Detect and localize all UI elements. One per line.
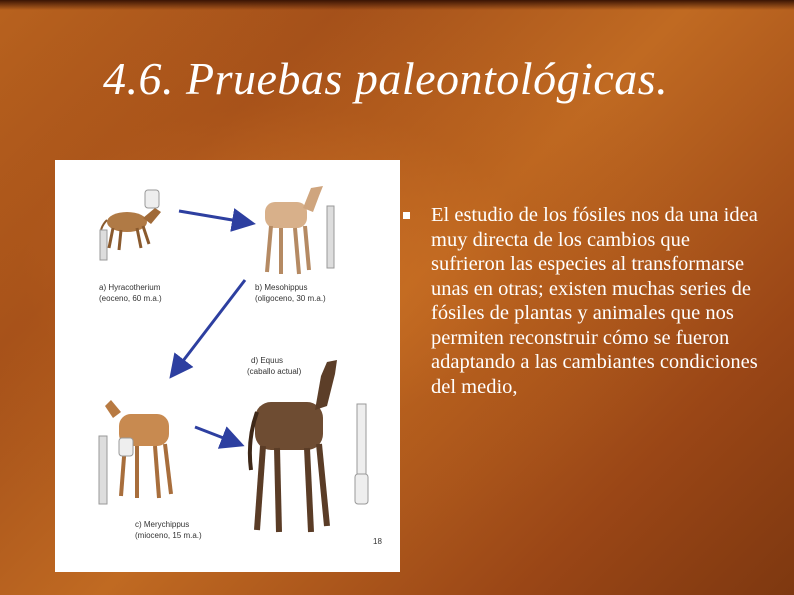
caption-d-name: d) Equus bbox=[251, 356, 284, 365]
arrow-b-to-c bbox=[173, 280, 245, 374]
arrow-c-to-d bbox=[195, 427, 239, 444]
equus-illustration bbox=[250, 360, 368, 532]
caption-a-name: a) Hyracotherium bbox=[99, 283, 161, 292]
hyracotherium-illustration bbox=[100, 190, 161, 260]
square-bullet-icon bbox=[403, 212, 410, 219]
bullet-text: El estudio de los fósiles nos da una idea muy directa de los cambios que sufrieron las especies al transformarse unas en otras; existen muchas series de fósiles de plantas y animales que nos permiten reconstruir cómo se fueron adaptando a las cambiantes condiciones del medio, bbox=[431, 204, 758, 398]
top-shadow-bar bbox=[0, 0, 794, 10]
merychippus-illustration bbox=[99, 400, 171, 504]
caption-c-age: (mioceno, 15 m.a.) bbox=[135, 531, 202, 540]
caption-b-age: (oligoceno, 30 m.a.) bbox=[255, 294, 326, 303]
figure-page-number: 18 bbox=[373, 537, 382, 546]
caption-d-age: (caballo actual) bbox=[247, 367, 302, 376]
horse-evolution-figure bbox=[55, 160, 400, 572]
slide-title: 4.6. Pruebas paleontológicas. bbox=[103, 53, 669, 104]
horse-evolution-diagram bbox=[55, 160, 400, 572]
caption-c-name: c) Merychippus bbox=[135, 520, 190, 529]
caption-a-age: (eoceno, 60 m.a.) bbox=[99, 294, 162, 303]
arrow-a-to-b bbox=[179, 211, 250, 223]
caption-b-name: b) Mesohippus bbox=[255, 283, 308, 292]
mesohippus-illustration bbox=[265, 186, 334, 274]
